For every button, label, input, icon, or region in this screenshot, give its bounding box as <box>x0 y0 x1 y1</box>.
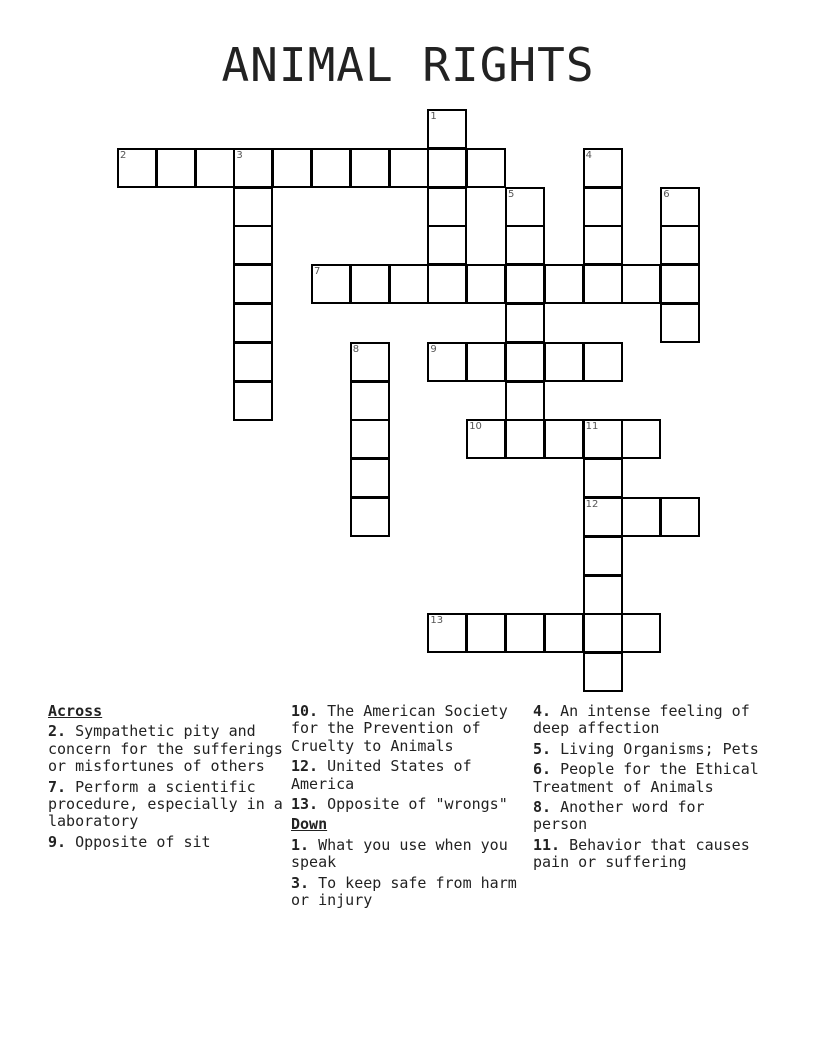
clue-across-10 <box>291 703 523 755</box>
grid-cell[interactable] <box>350 458 390 498</box>
clue-text: Opposite of "wrongs" <box>327 795 508 814</box>
clues-column-3 <box>533 703 763 875</box>
clue-down-11 <box>533 837 763 872</box>
grid-cell[interactable] <box>427 109 467 149</box>
down-header: Down <box>291 815 328 834</box>
clues-column-1 <box>48 703 288 854</box>
grid-cell[interactable] <box>350 419 390 459</box>
clue-number: 6. <box>533 760 552 779</box>
grid-cell[interactable] <box>583 497 623 537</box>
clue-text: The American Society for the Prevention of Cruelty to Animals <box>291 702 508 755</box>
clue-down-4 <box>533 703 763 738</box>
clue-number: 4. <box>533 702 552 720</box>
cell-number: 2 <box>120 149 127 161</box>
clue-text: Living Organisms; Pets <box>560 739 759 758</box>
grid-cell[interactable] <box>311 264 351 304</box>
grid-cell[interactable] <box>660 303 700 343</box>
grid-cell[interactable] <box>505 381 545 421</box>
grid-cell[interactable] <box>544 419 584 459</box>
clue-text: Sympathetic pity and concern for the sufferings or misfortunes of others <box>48 722 283 776</box>
grid-cell[interactable] <box>466 148 506 188</box>
grid-cell[interactable] <box>233 148 273 188</box>
clue-number: 10. <box>291 702 319 720</box>
clue-number: 8. <box>533 798 552 817</box>
grid-cell[interactable] <box>505 303 545 343</box>
grid-cell[interactable] <box>233 303 273 343</box>
grid-cell[interactable] <box>660 187 700 227</box>
cell-number: 5 <box>508 188 515 200</box>
grid-cell[interactable] <box>544 342 584 382</box>
clue-number: 12. <box>291 757 319 776</box>
clue-down-1 <box>291 837 523 872</box>
grid-cell[interactable] <box>311 148 351 188</box>
grid-cell[interactable] <box>583 264 623 304</box>
grid-cell[interactable] <box>583 187 623 227</box>
grid-cell[interactable] <box>466 419 506 459</box>
grid-cell[interactable] <box>621 264 661 304</box>
clue-text: To keep safe from harm or injury <box>291 873 517 910</box>
grid-cell[interactable] <box>505 613 545 653</box>
clue-down-6 <box>533 761 763 796</box>
grid-cell[interactable] <box>350 342 390 382</box>
grid-cell[interactable] <box>195 148 235 188</box>
grid-cell[interactable] <box>544 264 584 304</box>
grid-cell[interactable] <box>233 225 273 265</box>
clue-number: 3. <box>291 873 310 892</box>
grid-cell[interactable] <box>350 381 390 421</box>
grid-cell[interactable] <box>621 497 661 537</box>
cell-number: 11 <box>585 421 599 433</box>
cell-number: 12 <box>585 499 599 510</box>
cell-number: 1 <box>430 111 437 122</box>
grid-cell[interactable] <box>660 225 700 265</box>
clue-number: 7. <box>48 777 67 796</box>
grid-cell[interactable] <box>233 187 273 227</box>
grid-cell[interactable] <box>466 342 506 382</box>
clue-number: 9. <box>48 832 67 851</box>
cell-number: 7 <box>314 266 321 278</box>
grid-cell[interactable] <box>621 613 661 653</box>
clue-across-12 <box>291 758 523 793</box>
grid-cell[interactable] <box>544 613 584 653</box>
clue-across-2 <box>48 723 288 775</box>
grid-cell[interactable] <box>660 497 700 537</box>
clue-down-3 <box>291 875 523 910</box>
clue-number: 13. <box>291 795 319 814</box>
grid-cell[interactable] <box>583 225 623 265</box>
cell-number: 6 <box>663 188 670 200</box>
grid-cell[interactable] <box>583 652 623 692</box>
grid-cell[interactable] <box>583 613 623 653</box>
grid-cell[interactable] <box>117 148 157 188</box>
clue-number: 1. <box>291 835 310 854</box>
grid-cell[interactable] <box>233 381 273 421</box>
clue-down-5 <box>533 741 763 758</box>
clue-number: 5. <box>533 739 552 758</box>
clue-text: People for the Ethical Treatment of Animals <box>533 760 759 796</box>
cell-number: 4 <box>585 149 592 161</box>
grid-cell[interactable] <box>389 148 429 188</box>
grid-cell[interactable] <box>272 148 312 188</box>
grid-cell[interactable] <box>505 264 545 304</box>
puzzle-title: ANIMAL RIGHTS <box>221 38 595 92</box>
cell-number: 10 <box>469 421 482 433</box>
clue-text: United States of America <box>291 757 472 793</box>
grid-cell[interactable] <box>660 264 700 304</box>
cell-number: 3 <box>236 149 243 161</box>
grid-cell[interactable] <box>427 342 467 382</box>
grid-cell[interactable] <box>466 613 506 653</box>
grid-cell[interactable] <box>466 264 506 304</box>
grid-cell[interactable] <box>427 264 467 304</box>
grid-cell[interactable] <box>156 148 196 188</box>
clue-text: Behavior that causes pain or suffering <box>533 835 750 872</box>
grid-cell[interactable] <box>583 536 623 576</box>
cell-number: 9 <box>430 343 437 355</box>
clue-across-13 <box>291 796 523 813</box>
grid-cell[interactable] <box>427 187 467 227</box>
grid-cell[interactable] <box>350 497 390 537</box>
grid-cell[interactable] <box>389 264 429 304</box>
grid-cell[interactable] <box>233 342 273 382</box>
grid-cell[interactable] <box>350 148 390 188</box>
clue-number: 11. <box>533 835 561 854</box>
clue-number: 2. <box>48 722 67 741</box>
clue-across-9 <box>48 834 288 851</box>
grid-cell[interactable] <box>427 225 467 265</box>
cell-number: 13 <box>430 615 444 627</box>
grid-cell[interactable] <box>621 419 661 459</box>
clue-text: An intense feeling of deep affection <box>533 702 750 738</box>
grid-cell[interactable] <box>505 342 545 382</box>
grid-cell[interactable] <box>583 419 623 459</box>
clue-text: Another word for person <box>533 798 705 834</box>
cell-number: 8 <box>352 343 360 355</box>
clue-text: Opposite of sit <box>75 832 211 851</box>
grid-cell[interactable] <box>350 264 390 304</box>
clue-text: Perform a scientific procedure, especially in a laboratory <box>48 777 283 831</box>
across-header: Across <box>48 702 103 720</box>
grid-cell[interactable] <box>427 613 467 653</box>
clue-text: What you use when you speak <box>291 835 508 872</box>
clue-down-8 <box>533 799 763 834</box>
grid-cell[interactable] <box>583 458 623 498</box>
grid-cell[interactable] <box>583 575 623 615</box>
grid-cell[interactable] <box>583 148 623 188</box>
grid-cell[interactable] <box>505 419 545 459</box>
grid-cell[interactable] <box>233 264 273 304</box>
grid-cell[interactable] <box>427 148 467 188</box>
grid-cell[interactable] <box>583 342 623 382</box>
grid-cell[interactable] <box>505 187 545 227</box>
grid-cell[interactable] <box>505 225 545 265</box>
clue-across-7 <box>48 779 288 831</box>
clues-column-2 <box>291 703 523 912</box>
